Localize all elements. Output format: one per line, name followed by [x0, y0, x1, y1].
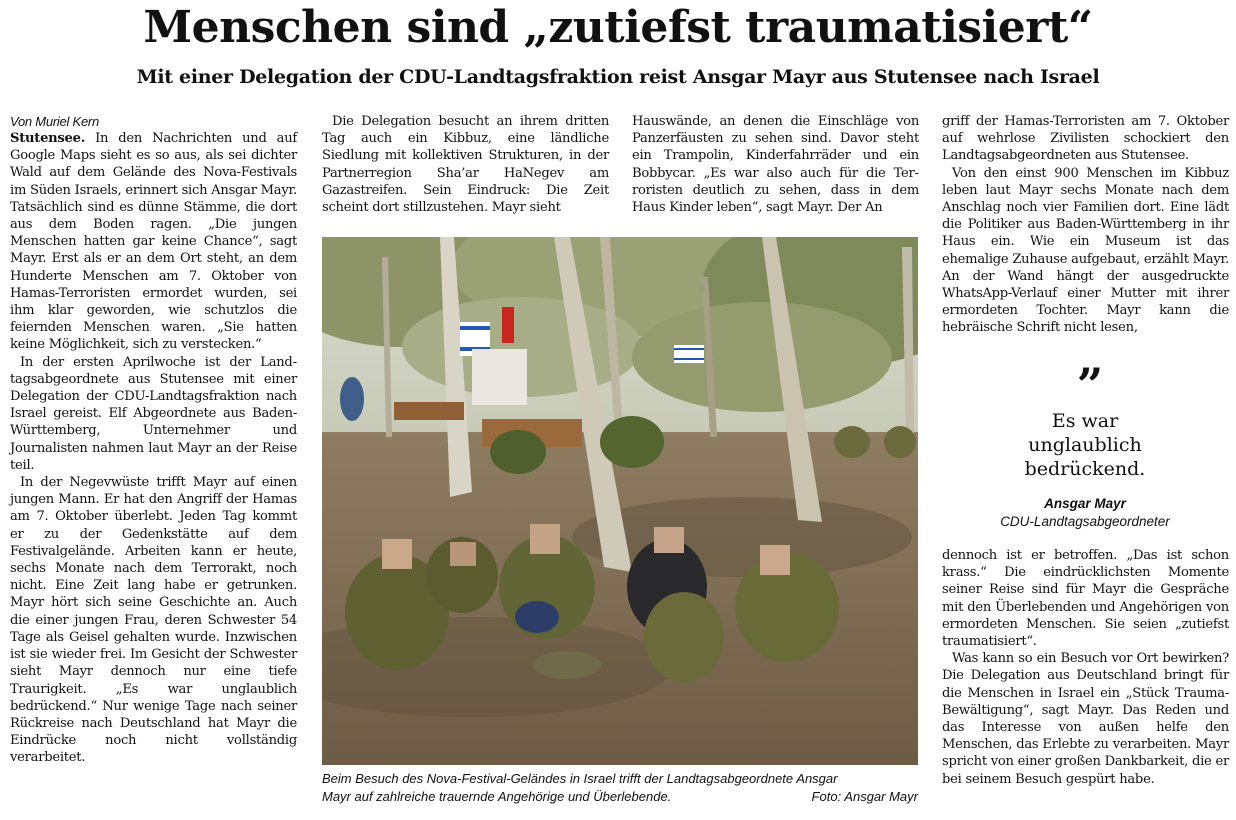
caption-line: Mayr auf zahlreiche trauernde Angehörige und Überlebende.: [322, 789, 672, 804]
quote-author-role: CDU-Landtagsabgeordneter: [1000, 514, 1170, 529]
paragraph: In der ersten Aprilwoche ist der Landtagsabgeordnete aus Stutensee mit einer Delegation der CDU-Landtagsfraktion nach Israel gereist. Elf Abgeordnete aus Baden-Württemberg, Unternehmer und Journalisten nahmen laut Mayr an der Reise teil.: [10, 354, 297, 473]
photo-caption: [322, 770, 918, 806]
article-photo: [322, 237, 918, 765]
paragraph: In der Negevwüste trifft Mayr auf einen jungen Mann. Er hat den Angriff der Hamas am 7. Oktober überlebt. Jeden Tag kommt er zu der Gedenkstätte auf dem Festivalgelände. Arbeiten kann er heute, sechs Monate nach dem Terrorakt, noch nicht. Eine Zeit lang habe er getrunken. Mayr hört sich seine Geschichte an. Auch die einer jungen Frau, deren Schwester 54 Tage als Geisel gehalten wurde. Inzwischen ist sie wieder frei. Im Gesicht der Schwester sieht Mayr dennoch nur eine tiefe Traurigkeit. „Es war unglaublich bedrückend.“ Nur wenige Tage nach seiner Rückreise nach Deutschland hat Mayr die Eindrücke noch nicht vollständig verarbeitet.: [10, 475, 297, 766]
column-3: [632, 113, 919, 216]
paragraph: Von den einst 900 Menschen im Kibbuz leben laut Mayr sechs Monate nach dem Anschlag noch vier Familien dort. Eine lädt die Politiker aus Baden-Württemberg in ihr Haus ein. Wie ein Museum ist das ehemalige Zuhause aufgebaut, erzählt Mayr. An der Wand hängt der ausgedruckte WhatsApp-Verlauf einer Mutter mit ihrer ermordeten Tochter. Mayr kann die hebräische Schrift nicht lesen,: [942, 165, 1229, 336]
photo-credit: Foto: Ansgar Mayr: [811, 789, 918, 804]
column-4-top: [942, 113, 1229, 337]
pull-quote: [960, 409, 1210, 481]
pull-quote-line: bedrückend.: [1024, 458, 1146, 480]
paragraph: griff der Hamas-Terroristen am 7. Oktober auf wehrlose Zivilisten schockiert den Landtagsabgeordneten aus Stutensee.: [942, 114, 1229, 164]
column-2: [322, 113, 609, 216]
photo-illustration: [322, 237, 918, 765]
byline: Von Muriel Kern: [10, 114, 99, 129]
subheadline: Mit einer Delegation der CDU-Landtagsfraktion reist Ansgar Mayr aus Stutensee nach Israel: [136, 66, 1100, 88]
pull-quote-line: unglaublich: [1028, 434, 1142, 456]
caption-line: Beim Besuch des Nova-Festival-Geländes in Israel trifft der Landtagsabgeordnete Ansgar: [322, 771, 838, 786]
paragraph: Was kann so ein Besuch vor Ort bewirken? Die Delegation aus Deutschland bringt für die Menschen in Israel ein „Stück Trauma-Bewältigung“, sagt Mayr. Das Reden und das Interesse von außen helfe den Menschen, das Erlebte zu verarbeiten. Mayr spricht von einer großen Dankbarkeit, die er bei seinem Besuch gespürt habe.: [942, 651, 1229, 787]
paragraph-text: In den Nachrichten und auf Google Maps sieht es so aus, als sei dichter Wald auf dem Gelände des Nova-Festivals im Süden Israels, erinnert sich Ansgar Mayr. Tatsächlich sind es dünne Stämme, die dort aus dem Boden ragen. „Die jungen Menschen hatten gar keine Chance“, sagt Mayr. Erst als er an dem Ort steht, an dem Hunderte Menschen am 7. Oktober von Hamas-Terroristen ermordet wurden, sei ihm klar geworden, wie schutzlos die feiernden Menschen waren. „Sie hatten keine Möglichkeit, sich zu verstecken.“: [10, 131, 297, 353]
pull-quote-line: Es war: [1051, 410, 1119, 432]
paragraph: Hauswände, an denen die Einschläge von Panzerfäusten zu sehen sind. Davor steht ein Trampolin, Kinderfahrräder und ein Bobbycar. „Es war also auch für die Terroristen deutlich zu sehen, dass in dem Haus Kinder leben“, sagt Mayr. Der An: [632, 114, 919, 216]
paragraph: Die Delegation besucht an ihrem dritten Tag auch ein Kibbuz, eine ländliche Siedlung mit kollektiven Strukturen, in der Partnerregion Sha’ar HaNegev am Gazastreifen. Sein Eindruck: Die Zeit scheint dort stillzustehen. Mayr sieht: [322, 114, 609, 216]
quote-author: Ansgar Mayr: [1044, 496, 1126, 511]
column-1: [10, 113, 297, 767]
column-4-bottom: [942, 547, 1229, 788]
headline: Menschen sind „zutiefst traumatisiert“: [143, 2, 1093, 53]
paragraph: [10, 130, 297, 354]
paragraph: dennoch ist er betroffen. „Das ist schon krass.“ Die eindrücklichsten Momente seiner Reise sind für Mayr die Gespräche mit den Überlebenden und Angehörigen von ermordeten Menschen. Sie seien „zutiefst traumatisiert“.: [942, 548, 1229, 650]
quote-mark-icon: ”: [1076, 358, 1104, 412]
dateline: Stutensee.: [10, 131, 86, 146]
